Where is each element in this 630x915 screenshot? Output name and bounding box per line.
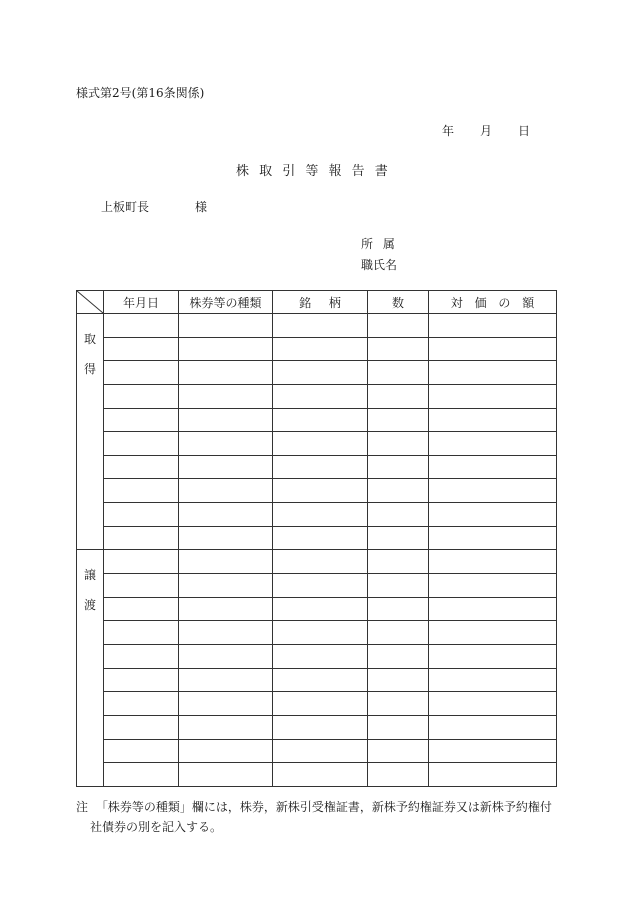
header-consideration: 対 価 の 額 [429, 291, 557, 314]
table-cell[interactable] [429, 408, 557, 432]
table-row [77, 550, 557, 574]
table-row [77, 408, 557, 432]
table-cell[interactable] [179, 574, 273, 598]
table-cell[interactable] [179, 763, 273, 787]
table-cell[interactable] [179, 455, 273, 479]
table-cell[interactable] [104, 644, 179, 668]
table-cell[interactable] [368, 644, 429, 668]
table-row [77, 621, 557, 645]
table-cell[interactable] [429, 668, 557, 692]
table-cell[interactable] [179, 384, 273, 408]
table-cell[interactable] [104, 361, 179, 385]
table-cell[interactable] [273, 503, 368, 527]
table-cell[interactable] [104, 715, 179, 739]
table-cell[interactable] [368, 715, 429, 739]
table-cell[interactable] [368, 668, 429, 692]
table-cell[interactable] [104, 479, 179, 503]
table-cell[interactable] [429, 384, 557, 408]
table-row [77, 644, 557, 668]
table-row [77, 503, 557, 527]
group-label-char: 得 [83, 362, 96, 376]
table-cell[interactable] [273, 668, 368, 692]
table-cell[interactable] [104, 337, 179, 361]
table-cell[interactable] [368, 503, 429, 527]
table-cell[interactable] [179, 550, 273, 574]
header-quantity: 数 [368, 291, 429, 314]
table-cell[interactable] [273, 384, 368, 408]
table-cell[interactable] [273, 574, 368, 598]
table-cell[interactable] [179, 668, 273, 692]
table-cell[interactable] [104, 384, 179, 408]
table-cell[interactable] [104, 621, 179, 645]
table-cell[interactable] [429, 361, 557, 385]
table-cell[interactable] [179, 621, 273, 645]
header-date: 年月日 [104, 291, 179, 314]
table-cell[interactable] [429, 526, 557, 550]
table-cell[interactable] [368, 763, 429, 787]
table-cell[interactable] [273, 314, 368, 338]
table-cell[interactable] [179, 361, 273, 385]
table-row [77, 314, 557, 338]
note [76, 797, 552, 837]
group-label-transfer [77, 550, 104, 787]
title-name-label: 職氏名 [361, 258, 398, 272]
addressee [101, 198, 208, 215]
table-cell[interactable] [104, 432, 179, 456]
table-cell[interactable] [179, 644, 273, 668]
table-row [77, 715, 557, 739]
table-cell[interactable] [429, 432, 557, 456]
table-row [77, 384, 557, 408]
table-cell[interactable] [273, 550, 368, 574]
affiliation-label: 所 属 [361, 237, 395, 251]
table-row [77, 432, 557, 456]
table-cell[interactable] [273, 692, 368, 716]
table-cell[interactable] [273, 597, 368, 621]
document-title: 株 取 引 等 報 告 書 [236, 164, 388, 179]
table-cell[interactable] [429, 314, 557, 338]
table-cell[interactable] [368, 597, 429, 621]
table-row [77, 361, 557, 385]
diagonal-line [77, 291, 103, 313]
table-cell[interactable] [429, 503, 557, 527]
table-cell[interactable] [104, 314, 179, 338]
diagonal-corner-cell [77, 291, 104, 314]
table-cell[interactable] [104, 739, 179, 763]
table-cell[interactable] [273, 621, 368, 645]
table-cell[interactable] [179, 408, 273, 432]
table-cell[interactable] [368, 384, 429, 408]
table-cell[interactable] [368, 692, 429, 716]
table-row [77, 574, 557, 598]
table-cell[interactable] [368, 526, 429, 550]
table-cell[interactable] [273, 715, 368, 739]
date-year-label: 年 [442, 124, 455, 138]
table-cell[interactable] [179, 692, 273, 716]
addressee-name: 上板町長 [101, 200, 150, 214]
table-cell[interactable] [179, 337, 273, 361]
report-table [76, 290, 557, 787]
note-line-2: 社債券の別を記入する。 [90, 820, 223, 834]
table-cell[interactable] [104, 668, 179, 692]
table-cell[interactable] [429, 763, 557, 787]
table-cell[interactable] [104, 408, 179, 432]
table-body [77, 314, 557, 787]
table-row [77, 668, 557, 692]
table-cell[interactable] [273, 432, 368, 456]
table-cell[interactable] [368, 739, 429, 763]
table-cell[interactable] [104, 597, 179, 621]
table-cell[interactable] [104, 455, 179, 479]
table-cell[interactable] [429, 597, 557, 621]
table-cell[interactable] [429, 337, 557, 361]
table-cell[interactable] [368, 574, 429, 598]
header-brand: 銘 柄 [273, 291, 368, 314]
table-row [77, 479, 557, 503]
table-cell[interactable] [368, 455, 429, 479]
table-cell[interactable] [104, 526, 179, 550]
table-cell[interactable] [179, 479, 273, 503]
addressee-honorific: 様 [195, 200, 208, 214]
table-cell[interactable] [273, 479, 368, 503]
table-cell[interactable] [179, 503, 273, 527]
table-cell[interactable] [179, 739, 273, 763]
table-cell[interactable] [273, 763, 368, 787]
table-cell[interactable] [179, 314, 273, 338]
date-line [442, 122, 530, 139]
table-cell[interactable] [429, 479, 557, 503]
table-cell[interactable] [273, 526, 368, 550]
table-cell[interactable] [429, 715, 557, 739]
table-row [77, 455, 557, 479]
table-cell[interactable] [179, 597, 273, 621]
table-cell[interactable] [104, 550, 179, 574]
table-cell[interactable] [179, 526, 273, 550]
table-row [77, 692, 557, 716]
table-cell[interactable] [429, 739, 557, 763]
group-label-char: 譲 [83, 568, 96, 583]
table-row [77, 597, 557, 621]
table-cell[interactable] [368, 479, 429, 503]
table-cell[interactable] [273, 361, 368, 385]
group-label-acquisition [77, 314, 104, 550]
group-label-char: 渡 [83, 598, 96, 613]
table-row [77, 739, 557, 763]
table-cell[interactable] [429, 621, 557, 645]
table-cell[interactable] [273, 455, 368, 479]
date-day-label: 日 [518, 124, 531, 138]
table-row [77, 526, 557, 550]
table-cell[interactable] [104, 692, 179, 716]
table-cell[interactable] [273, 644, 368, 668]
table-cell[interactable] [273, 408, 368, 432]
table-cell[interactable] [429, 574, 557, 598]
table-cell[interactable] [179, 432, 273, 456]
table-cell[interactable] [104, 503, 179, 527]
table-cell[interactable] [368, 337, 429, 361]
table-cell[interactable] [368, 621, 429, 645]
table-row [77, 763, 557, 787]
table-cell[interactable] [429, 455, 557, 479]
table-cell[interactable] [273, 739, 368, 763]
table-row [77, 337, 557, 361]
table-cell[interactable] [273, 337, 368, 361]
group-label-char: 取 [83, 332, 96, 346]
form-number: 様式第2号(第16条関係) [76, 86, 205, 100]
table-cell[interactable] [104, 574, 179, 598]
table-header-row [77, 291, 557, 314]
table-cell[interactable] [368, 432, 429, 456]
table-cell[interactable] [368, 314, 429, 338]
table-cell[interactable] [104, 763, 179, 787]
table-cell[interactable] [368, 408, 429, 432]
table-cell[interactable] [429, 644, 557, 668]
date-month-label: 月 [480, 124, 493, 138]
table-cell[interactable] [429, 692, 557, 716]
table-cell[interactable] [179, 715, 273, 739]
table-cell[interactable] [429, 550, 557, 574]
header-stock-type: 株券等の種類 [179, 291, 273, 314]
table-cell[interactable] [368, 550, 429, 574]
note-line-1: 注 「株券等の種類」欄には，株券，新株引受権証書，新株予約権証券又は新株予約権付 [76, 800, 552, 814]
table-cell[interactable] [368, 361, 429, 385]
